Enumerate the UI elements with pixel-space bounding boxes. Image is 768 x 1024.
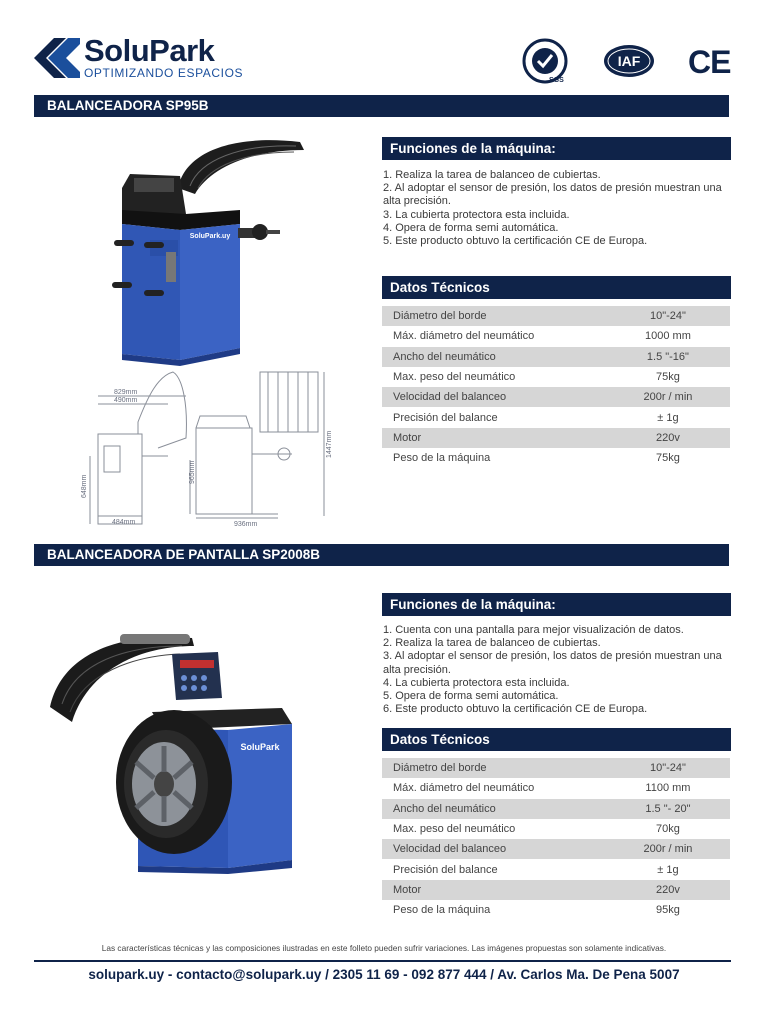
function-item: 2. Realiza la tarea de balanceo de cubiertas. [383,637,601,650]
spec-label: Precisión del balance [393,863,498,876]
spec-label: Max. peso del neumático [393,371,516,384]
table-row [382,326,730,346]
function-item: 3. La cubierta protectora esta incluida. [383,208,570,221]
function-item: 3. Al adoptar el sensor de presión, los datos de presión muestran una alta precisión. [383,650,722,676]
table-row [382,778,730,798]
spec-label: Velocidad del balanceo [382,839,606,859]
dim-965: 965mm [189,460,196,484]
sp95b-technical-drawing [78,366,340,528]
spec-value: 1.5 "- 20" [606,799,730,819]
spec-value: 75kg [656,452,680,465]
brand-name: SoluPark [84,33,215,68]
spec-label: Diámetro del borde [382,758,606,778]
table-row [382,428,730,448]
table-row [382,387,730,407]
table-row [382,367,730,387]
iaf-text: IAF [617,53,641,69]
function-item: 5. Este producto obtuvo la certificación CE de Europa. [383,235,648,248]
brand-tagline: OPTIMIZANDO ESPACIOS [84,66,244,80]
product-2-specs-title: Datos Técnicos [382,728,731,751]
spec-label: Velocidad del balanceo [382,387,606,407]
table-row [382,859,730,879]
table-row [382,407,730,427]
spec-value: 70kg [656,823,680,836]
spec-label: Máx. diámetro del neumático [393,782,535,795]
spec-label: Diámetro del borde [382,306,606,326]
spec-value: 220v [606,428,730,448]
table-row [382,799,730,819]
table-row [382,880,730,900]
dim-648: 648mm [81,474,88,498]
table-row [382,839,730,859]
table-row [382,448,730,468]
spec-label: Max. peso del neumático [393,823,516,836]
spec-value: 220v [606,880,730,900]
spec-value: 1100 mm [645,782,691,795]
dim-490: 490mm [114,397,138,404]
dim-936: 936mm [234,521,258,528]
disclaimer-text: Las características técnicas y las composiciones ilustradas en este folleto pueden sufrir variaciones. Las imágenes propuestas son solamente indicativas. [101,943,667,953]
product-1-functions-title: Funciones de la máquina: [382,137,731,160]
product-1-title: BALANCEADORA SP95B [34,95,729,117]
sgs-text: SGS [549,77,564,84]
sp2008b-machine-image [42,612,322,902]
spec-value: 10"-24" [606,758,730,778]
spec-value: ± 1g [657,411,679,424]
function-item: 2. Al adoptar el sensor de presión, los datos de presión muestran una alta precisión. [383,182,722,208]
table-row [382,758,730,778]
product-2-functions-title: Funciones de la máquina: [382,593,731,616]
spec-label: Ancho del neumático [382,799,606,819]
spec-value: ± 1g [657,863,679,876]
spec-value: 1.5 "-16" [606,347,730,367]
product-1-specs-title: Datos Técnicos [382,276,731,299]
spec-value: 10"-24" [606,306,730,326]
machine-2-brand-label: SoluPark [240,742,280,752]
spec-value: 200r / min [606,839,730,859]
sgs-certification-icon [522,38,568,84]
dim-484: 484mm [112,519,136,526]
footer-divider [34,960,731,962]
ce-mark: CE [688,44,731,80]
spec-value: 1000 mm [645,330,691,343]
spec-label: Ancho del neumático [382,347,606,367]
table-row [382,306,730,326]
function-item: 1. Realiza la tarea de balanceo de cubiertas. [383,169,601,181]
iaf-certification-icon [603,44,655,78]
function-item: 6. Este producto obtuvo la certificación CE de Europa. [383,703,648,716]
product-2-functions-list [383,624,728,716]
spec-label: Motor [382,428,606,448]
product-2-specs-table [382,758,730,920]
dim-1447: 1447mm [326,430,333,458]
spec-value: 75kg [656,371,680,384]
function-item: 5. Opera de forma semi automática. [383,690,559,703]
footer-contact: solupark.uy - contacto@solupark.uy / 2305 11 69 - 092 877 444 / Av. Carlos Ma. De Pena 5007 [88,967,680,982]
table-row [382,347,730,367]
table-row [382,819,730,839]
dim-829: 829mm [114,389,138,396]
solupark-logo-icon [34,38,80,78]
product-1-functions-list [383,169,728,248]
spec-label: Máx. diámetro del neumático [393,330,535,343]
spec-label: Precisión del balance [393,411,498,424]
product-1-specs-table [382,306,730,468]
spec-label: Motor [382,880,606,900]
product-2-title: BALANCEADORA DE PANTALLA SP2008B [34,544,729,566]
spec-value: 200r / min [606,387,730,407]
table-row [382,900,730,920]
function-item: 1. Cuenta con una pantalla para mejor visualización de datos. [383,624,684,636]
spec-value: 95kg [656,904,680,917]
function-item: 4. Opera de forma semi automática. [383,221,559,234]
machine-1-brand-label: SoluPark.uy [189,233,231,240]
sp95b-machine-image [100,128,310,368]
spec-label: Peso de la máquina [393,904,491,917]
function-item: 4. La cubierta protectora esta incluida. [383,676,570,689]
spec-label: Peso de la máquina [393,452,491,465]
